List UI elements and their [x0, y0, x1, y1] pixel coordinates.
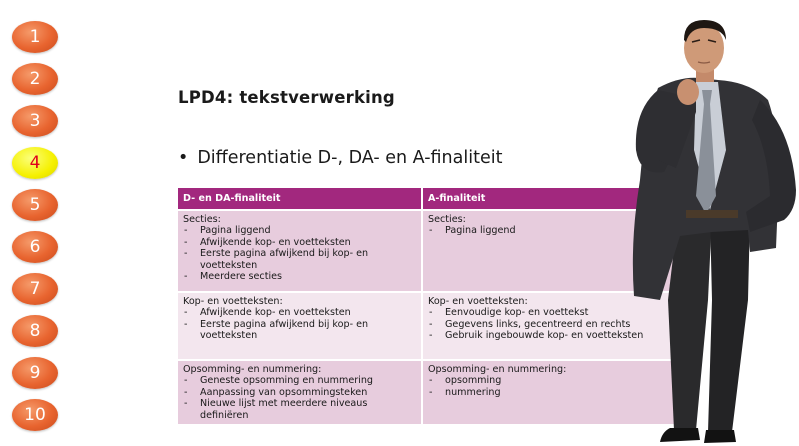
trouser-right: [708, 215, 750, 432]
table-cell: [178, 360, 422, 425]
businessman-illustration: [600, 0, 799, 446]
cell-list: [183, 307, 416, 341]
list-item: - Gebruik ingebouwde kop- en voetteksten: [428, 330, 670, 341]
cell-heading: Opsomming- en nummering:: [183, 364, 322, 375]
list-item: - opsomming: [428, 375, 670, 386]
table-cell: [178, 210, 422, 292]
list-item: - Eenvoudige kop- en voettekst: [428, 307, 670, 318]
hand: [677, 79, 699, 105]
list-item: - Eerste pagina afwijkend bij kop- en voetteksten: [183, 248, 416, 271]
slide-title: LPD4: tekstverwerking: [178, 88, 395, 107]
nav-button-1[interactable]: 1: [12, 21, 58, 53]
nav-button-8[interactable]: 8: [12, 315, 58, 347]
cell-heading: Secties:: [183, 214, 221, 225]
cell-list: [183, 225, 416, 282]
nav-button-10[interactable]: 10: [12, 399, 58, 431]
nav-button-3[interactable]: 3: [12, 105, 58, 137]
cell-heading: Kop- en voetteksten:: [183, 296, 283, 307]
bullet-point: [178, 148, 502, 168]
list-item: - Nieuwe lijst met meerdere niveaus definiëren: [183, 398, 416, 421]
nav-button-2[interactable]: 2: [12, 63, 58, 95]
nav-button-5[interactable]: 5: [12, 189, 58, 221]
column-header-a: A-finaliteit: [422, 188, 676, 210]
list-item: - Afwijkende kop- en voetteksten: [183, 237, 416, 248]
list-item: - Pagina liggend: [428, 225, 670, 236]
list-item: - Aanpassing van opsommingsteken: [183, 387, 416, 398]
list-item: - Pagina liggend: [183, 225, 416, 236]
nav-button-6[interactable]: 6: [12, 231, 58, 263]
list-item: - Geneste opsomming en nummering: [183, 375, 416, 386]
column-header-d-da: D- en DA-finaliteit: [178, 188, 422, 210]
cell-list: [183, 375, 416, 421]
cell-heading: Kop- en voetteksten:: [428, 296, 528, 307]
shoe-left: [660, 428, 700, 442]
table-cell: [178, 292, 422, 360]
cell-heading: Opsomming- en nummering:: [428, 364, 567, 375]
list-item: - Meerdere secties: [183, 271, 416, 282]
list-item: - Eerste pagina afwijkend bij kop- en voetteksten: [183, 319, 416, 342]
bullet-dot: •: [178, 148, 189, 168]
list-item: - Afwijkende kop- en voetteksten: [183, 307, 416, 318]
bullet-text: Differentiatie D-, DA- en A-finaliteit: [197, 148, 503, 168]
nav-button-4[interactable]: 4: [12, 147, 58, 179]
list-item: - nummering: [428, 387, 670, 398]
belt: [686, 210, 738, 218]
cell-heading: Secties:: [428, 214, 466, 225]
list-item: - Gegevens links, gecentreerd en rechts: [428, 319, 670, 330]
shoe-right: [704, 430, 736, 443]
nav-button-7[interactable]: 7: [12, 273, 58, 305]
nav-button-9[interactable]: 9: [12, 357, 58, 389]
